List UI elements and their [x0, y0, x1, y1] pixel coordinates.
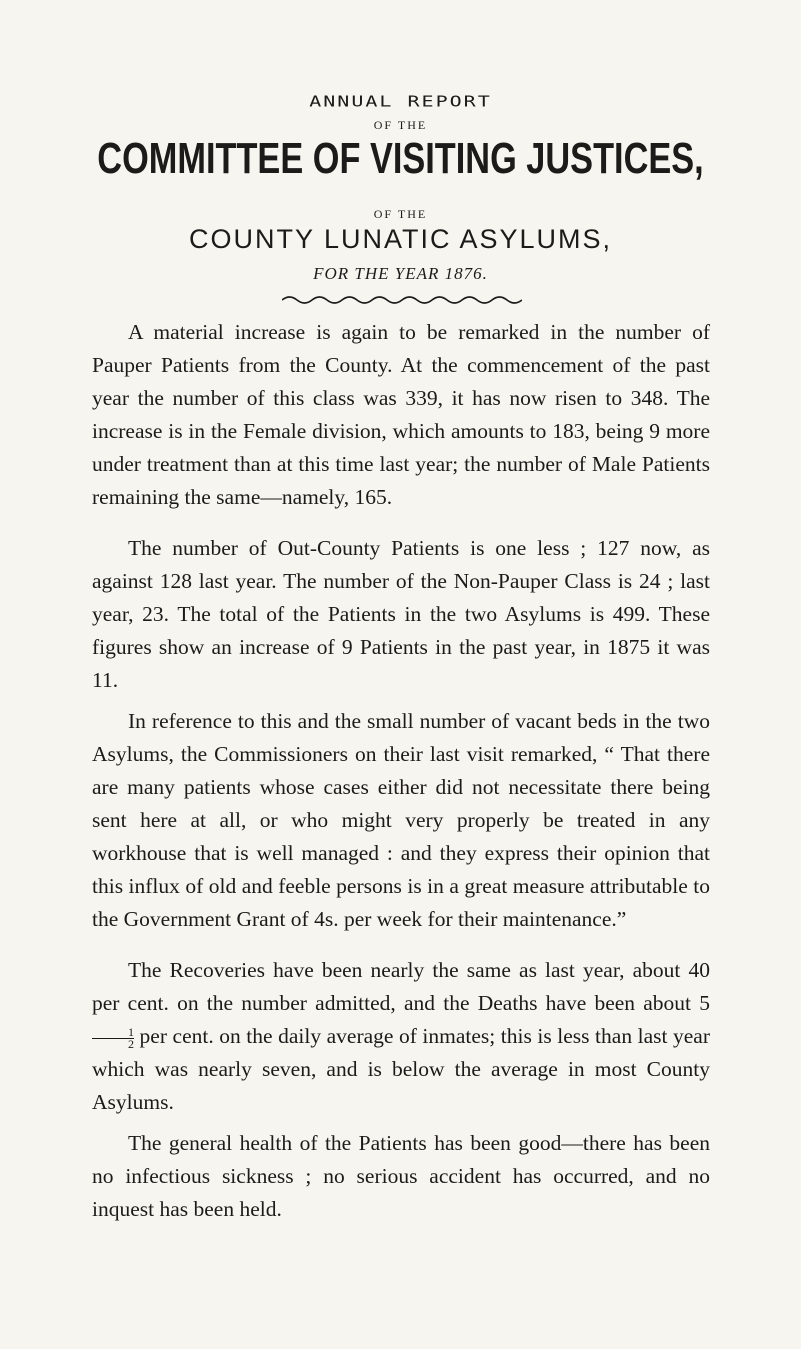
paragraph-pauper-patients: A material increase is again to be remarked in the number of Pauper Patients from the County. At the commencement of the past year the number of this class was 339, it has now risen to 348. The increase is in the Female division, which amounts to 183, being 9 more under treatment than at this time last year; the number of Male Patients remaining the same—namely, 165.	[92, 320, 710, 509]
paragraph-commissioners: In reference to this and the small number of vacant beds in the two Asylums, the Commissioners on their last visit remarked, “ That there are many patients whose cases either did not necessitate there being sent here at all, or who might very properly be treated in any workhouse that is well managed : and they express their opinion that this influx of old and feeble persons is in a great measure attributable to the Government Grant of 4s. per week for their maintenance.”	[92, 709, 710, 931]
title-committee: COMMITTEE OF VISITING JUSTICES,	[97, 134, 704, 183]
recoveries-text-a: The Recoveries have been nearly the same as last year, about 40 per cent. on the number admitted, and the Deaths have been about 5	[92, 958, 710, 1015]
title-annual-report: ANNUAL REPORT	[309, 92, 492, 110]
recoveries-text-b: per cent. on the daily average of inmates; this is less than last year which was nearly seven, and is below the average in most County Asylums.	[92, 1024, 710, 1114]
subtitle-of-the-2: OF THE	[373, 207, 428, 221]
subtitle-of-the: OF THE	[373, 118, 428, 132]
title-asylums: COUNTY LUNATIC ASYLUMS,	[188, 224, 613, 254]
fraction-denominator: 2	[128, 1036, 134, 1051]
paragraph-general-health: The general health of the Patients has been good—there has been no infectious sickness ; no serious accident has occurred, and no inquest has been held.	[92, 1131, 710, 1221]
title-year: FOR THE YEAR 1876.	[313, 264, 488, 283]
paragraph-recoveries	[92, 954, 710, 1119]
paragraph-out-county: The number of Out-County Patients is one less ; 127 now, as against 128 last year. The number of the Non-Pauper Class is 24 ; last year, 23. The total of the Patients in the two Asylums is 499. These figures show an increase of 9 Patients in the past year, in 1875 it was 11.	[92, 536, 710, 692]
report-body	[92, 316, 710, 1226]
fraction-half	[92, 1024, 134, 1051]
wavy-rule-ornament	[282, 294, 522, 306]
fraction-numerator: 1	[92, 1027, 134, 1039]
